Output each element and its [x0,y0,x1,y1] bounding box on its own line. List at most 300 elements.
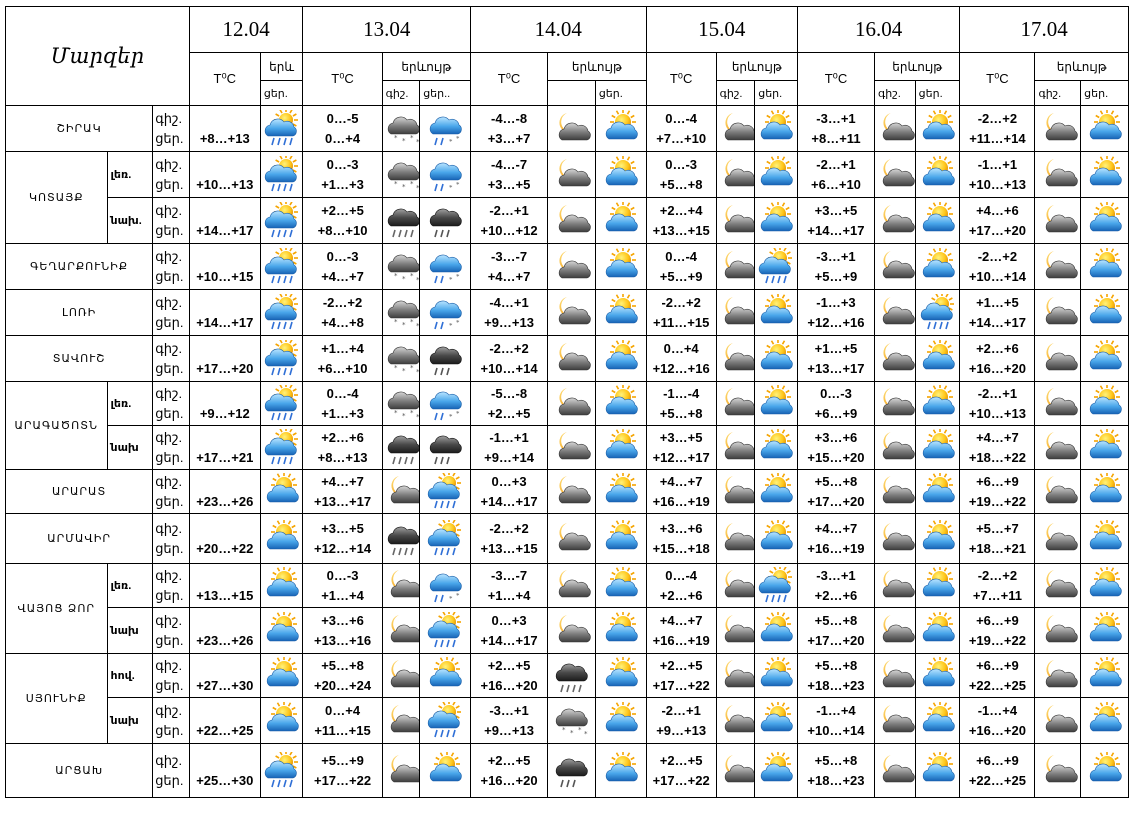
night-label: գիշ. [155,294,183,310]
temperature-cell [960,744,1035,798]
svg-text:*: * [409,179,414,188]
day-temp: +13…+17 [313,493,372,509]
day-temp: +4…+7 [321,268,364,284]
sun-cloud-icon [755,198,798,244]
subregion-label: նախ [107,698,153,744]
sun-cloud-icon [595,336,646,382]
period-labels [153,198,190,244]
moon-cloud-icon [1035,152,1081,198]
sun-cloud-icon [1081,470,1129,514]
night-temp: +2…+5 [487,752,531,768]
day-temp: +6…+10 [811,176,861,192]
region-row [6,336,1129,382]
temperature-cell [646,244,716,290]
night-temp: 0…+3 [491,473,527,489]
moon-cloud-icon [1035,336,1081,382]
night-temp: -3…-7 [490,248,528,264]
svg-text:*: * [449,594,453,603]
night-temp [190,109,260,129]
moon-cloud-icon [716,470,755,514]
day-subheader: ցեր. [595,81,646,106]
night-temp: +1…+5 [814,340,858,356]
night-temp: -4…+1 [489,294,529,310]
temperature-cell [189,152,260,198]
sun-cloud-icon [755,336,798,382]
thunder-cloud-icon [382,198,420,244]
sun-cloud-icon [915,198,960,244]
night-label: գիշ. [155,752,183,768]
date-header: 14.04 [470,7,646,53]
moon-cloud-icon [716,744,755,798]
day-temp: +10…+14 [807,722,865,738]
sun-cloud-icon [595,564,646,608]
period-labels [153,470,190,514]
day-temp: +14…+17 [480,632,538,648]
night-temp: -3…+1 [489,702,529,718]
day-temp: +16…+20 [968,722,1026,738]
night-temp: -2…+1 [977,385,1018,401]
moon-cloud-icon [875,470,916,514]
night-temp: -2…+2 [977,110,1018,126]
svg-text:*: * [456,134,460,143]
night-subheader: գիշ. [382,81,420,106]
night-subheader: գիշ. [1035,81,1081,106]
phenomenon-header: երևույթ [548,53,646,81]
moon-cloud-icon [1035,106,1081,152]
night-temp [190,751,260,771]
sun-cloud-icon [755,152,798,198]
temperature-cell [960,336,1035,382]
day-temp: +17…+22 [652,677,710,693]
date-header: 17.04 [960,7,1129,53]
day-temp: 0…+4 [325,130,361,146]
day-temp: +12…+16 [652,360,710,376]
region-name: ԱՐՑԱԽ [6,744,153,798]
day-subheader: ցեր. [1081,81,1129,106]
moon-cloud-icon [716,382,755,426]
svg-text:*: * [415,321,420,330]
night-temp: +2…+5 [321,202,364,218]
period-labels [153,608,190,654]
moon-cloud-icon [1035,426,1081,470]
svg-text:*: * [401,366,406,375]
day-temp: +18…+21 [968,540,1026,556]
temperature-cell [797,608,874,654]
temperature-cell [470,382,547,426]
temperature-cell [797,470,874,514]
moon-cloud-icon [716,514,755,564]
svg-text:*: * [393,133,398,142]
moon-cloud-icon [1035,514,1081,564]
temperature-cell [470,744,547,798]
night-temp: +4…+7 [659,473,703,489]
temperature-cell [303,698,382,744]
temperature-cell [646,470,716,514]
sun-cloud-icon [915,514,960,564]
region-name: ԼՈՌԻ [6,290,153,336]
temperature-cell [646,152,716,198]
day-temp: +13…+15 [652,222,710,238]
temperature-cell [470,698,547,744]
night-temp: -2…+2 [322,294,363,310]
region-row [6,564,1129,608]
day-temp: +12…+17 [652,449,710,465]
period-labels [153,382,190,426]
moon-cloud-icon [548,152,596,198]
day-temp: +12…+16 [807,314,865,330]
night-temp: -1…+4 [977,702,1018,718]
snow-cloud-icon [382,290,420,336]
night-subheader: գիշ. [716,81,755,106]
temperature-cell [960,654,1035,698]
svg-text:*: * [409,271,414,280]
rain-sun-icon [260,426,303,470]
sun-cloud-icon [1081,514,1129,564]
snow-cloud-icon [382,152,420,198]
svg-text:*: * [393,408,398,417]
temperature-cell [303,244,382,290]
date-header: 16.04 [797,7,959,53]
night-temp: -2…+2 [489,340,529,356]
sun-cloud-icon [595,290,646,336]
moon-cloud-icon [875,426,916,470]
night-temp: +2…+6 [321,429,364,445]
night-label: գիշ. [155,567,183,583]
day-temp: +12…+14 [313,540,372,556]
night-temp: -4…-7 [490,156,528,172]
night-temp [190,472,260,492]
night-temp: +5…+8 [814,657,858,673]
day-label: ցեր. [155,493,184,509]
svg-text:*: * [415,183,420,192]
svg-text:*: * [584,729,588,738]
night-temp: +6…+9 [976,473,1019,489]
sun-cloud-icon [260,514,303,564]
svg-text:*: * [456,409,460,418]
temperature-cell [189,698,260,744]
rain-sun-icon [915,290,960,336]
night-temp [190,656,260,676]
night-temp: -3…+1 [816,567,856,583]
sun-cloud-icon [260,654,303,698]
night-temp: +2…+5 [659,752,703,768]
moon-cloud-icon [548,106,596,152]
svg-text:*: * [415,275,420,284]
moon-cloud-icon [382,698,420,744]
sun-cloud-icon [1081,152,1129,198]
night-temp: 0…+4 [663,340,699,356]
subregion-label: լեռ. [107,564,153,608]
moon-cloud-icon [716,244,755,290]
temperature-cell [189,564,260,608]
sun-cloud-icon [915,470,960,514]
temperature-cell [797,426,874,470]
moon-cloud-icon [875,382,916,426]
temperature-cell [960,244,1035,290]
forecast-table [5,6,1129,798]
sun-cloud-icon [1081,654,1129,698]
temperature-header: T⁰C [189,53,260,106]
region-row [6,514,1129,564]
temperature-cell [303,336,382,382]
day-temp: +3…+5 [487,176,531,192]
temperature-cell [303,470,382,514]
day-temp: +19…+22 [968,632,1026,648]
moon-cloud-icon [548,608,596,654]
night-label: գիշ. [155,612,183,628]
svg-text:*: * [456,180,460,189]
day-temp: +27…+30 [196,677,254,693]
moon-cloud-icon [716,426,755,470]
day-temp: +16…+19 [807,540,865,556]
phenomenon-header: երևույթ [875,53,960,81]
subregion-label: նախ [107,608,153,654]
region-name: ԱՐԱԳԱԾՈՏՆ [6,382,108,470]
day-temp: +17…+20 [968,222,1026,238]
temperature-cell [797,290,874,336]
day-temp: +20…+24 [313,677,372,693]
day-temp: +23…+26 [196,493,254,509]
sun-cloud-icon [595,382,646,426]
night-temp: 0…+4 [325,702,361,718]
day-temp: +8…+13 [317,449,368,465]
moon-cloud-icon [875,744,916,798]
moon-cloud-icon [1035,290,1081,336]
night-temp: 0…-3 [665,156,698,172]
night-temp: +5…+8 [321,657,364,673]
temperature-cell [960,426,1035,470]
temperature-cell [960,698,1035,744]
svg-text:*: * [393,271,398,280]
day-temp: +8…+11 [811,130,861,146]
region-name: ՏԱՎՈՒՇ [6,336,153,382]
moon-cloud-icon [716,290,755,336]
sun-cloud-icon [915,336,960,382]
night-temp: +2…+6 [976,340,1019,356]
phenomenon-header: երևույթ [382,53,470,81]
rain-cloud-icon [548,744,596,798]
temperature-header: T⁰C [303,53,382,106]
temperature-cell [189,106,260,152]
night-temp: 0…-4 [665,110,698,126]
night-temp: 0…-3 [326,567,359,583]
sun-cloud-icon [420,654,471,698]
day-temp: +10…+13 [968,176,1026,192]
day-temp: +7…+11 [972,587,1022,603]
day-temp: +23…+26 [196,632,254,648]
temperature-cell [960,198,1035,244]
region-row [6,198,1129,244]
night-temp: +3…+5 [814,202,858,218]
night-temp: 0…-4 [665,248,698,264]
moon-cloud-icon [716,654,755,698]
day-temp: +9…+13 [656,722,707,738]
night-label: գիշ. [155,248,183,264]
svg-text:*: * [456,318,460,327]
temperature-cell [470,152,547,198]
temperature-cell [797,336,874,382]
sun-cloud-icon [1081,290,1129,336]
temperature-cell [646,336,716,382]
day-temp: +5…+9 [814,268,858,284]
rain-sun-icon [260,106,303,152]
day-temp: +10…+13 [196,176,254,192]
sun-cloud-icon [915,106,960,152]
day-temp: +13…+15 [196,587,254,603]
day-temp: +9…+14 [484,449,534,465]
moon-cloud-icon [1035,608,1081,654]
night-temp: -2…+1 [661,702,701,718]
rain-cloud-icon [420,198,471,244]
night-temp: +4…+7 [321,473,364,489]
night-temp: -2…+2 [661,294,701,310]
temperature-header: T⁰C [960,53,1035,106]
night-temp [190,293,260,313]
sun-cloud-icon [1081,106,1129,152]
night-temp: -5…-8 [490,385,528,401]
sun-cloud-icon [755,426,798,470]
night-temp: -1…+3 [816,294,856,310]
subregion-label: հով. [107,654,153,698]
temperature-cell [646,290,716,336]
period-labels [153,106,190,152]
sun-cloud-icon [1081,382,1129,426]
night-temp: +4…+7 [659,612,703,628]
day-temp: +22…+25 [196,722,254,738]
rain-sun-icon [260,244,303,290]
day-temp: +8…+13 [199,130,250,146]
region-row [6,382,1129,426]
moon-cloud-icon [548,382,596,426]
night-temp: -2…+1 [816,156,856,172]
night-temp: 0…-4 [326,385,359,401]
moon-cloud-icon [1035,564,1081,608]
temperature-header: T⁰C [470,53,547,106]
sun-cloud-icon [260,608,303,654]
rain-sun-icon [755,564,798,608]
sun-cloud-icon [755,290,798,336]
night-temp: -3…-7 [490,567,528,583]
svg-text:*: * [409,133,414,142]
night-temp: -4…-8 [490,110,528,126]
night-temp: -2…+2 [977,248,1018,264]
day-subheader: ցեր. [260,81,303,106]
svg-text:*: * [456,591,460,600]
snow-cloud-icon [382,336,420,382]
day-temp: +16…+19 [652,493,710,509]
night-temp: +6…+9 [976,752,1019,768]
day-label: ցեր. [155,587,184,603]
night-temp: -3…+1 [816,110,856,126]
rain-cloud-icon [420,426,471,470]
period-labels [153,564,190,608]
date-header: 12.04 [189,7,303,53]
night-temp: +6…+9 [976,657,1019,673]
rain-sun-icon [260,336,303,382]
rain-sun-icon [420,608,471,654]
sun-cloud-icon [755,744,798,798]
rain-sun-icon [420,470,471,514]
day-temp: +9…+13 [484,722,534,738]
night-temp: 0…-3 [326,248,359,264]
night-label: գիշ. [155,702,183,718]
night-temp: +5…+8 [814,473,858,489]
night-temp: 0…+3 [491,612,527,628]
svg-text:*: * [562,725,566,734]
night-label: գիշ. [155,657,183,673]
moon-cloud-icon [382,744,420,798]
period-labels [153,426,190,470]
moon-cloud-icon [716,608,755,654]
region-name: ՎԱՅՈՑ ՁՈՐ [6,564,108,654]
sun-cloud-icon [260,470,303,514]
svg-text:*: * [393,363,398,372]
sun-cloud-icon [1081,698,1129,744]
day-temp: +9…+12 [199,405,250,421]
day-temp: +15…+20 [807,449,865,465]
night-temp: +4…+7 [814,520,858,536]
period-labels [153,152,190,198]
svg-text:*: * [578,725,582,734]
svg-text:*: * [415,412,420,421]
temperature-cell [960,290,1035,336]
moon-cloud-icon [548,290,596,336]
day-temp: +4…+8 [321,314,364,330]
sun-cloud-icon [755,698,798,744]
temperature-cell [646,106,716,152]
sun-cloud-icon [1081,244,1129,290]
svg-text:*: * [409,408,414,417]
night-temp: 0…-3 [820,385,852,401]
day-temp: +14…+17 [968,314,1026,330]
sun-cloud-icon [915,654,960,698]
region-row [6,426,1129,470]
day-temp: +10…+13 [968,405,1026,421]
night-temp [190,339,260,359]
phenomenon-header: երևույթ [716,53,797,81]
night-temp [190,611,260,631]
day-temp: +17…+20 [807,493,865,509]
temperature-cell [797,698,874,744]
night-temp: +5…+8 [814,752,858,768]
temperature-cell [646,426,716,470]
day-temp: +16…+20 [968,360,1026,376]
temperature-cell [189,654,260,698]
temperature-cell [189,514,260,564]
moon-cloud-icon [716,198,755,244]
day-label: ցեր. [155,405,184,421]
rain-snow-cloud-icon [420,244,471,290]
day-label: ցեր. [155,360,184,376]
temperature-cell [303,382,382,426]
rain-snow-cloud-icon [420,106,471,152]
night-label: գիշ. [155,429,183,445]
night-temp: +3…+5 [659,429,703,445]
night-label: գիշ. [155,340,183,356]
day-temp: +16…+20 [480,677,538,693]
day-subheader: ցեր. [755,81,798,106]
snow-cloud-icon [548,698,596,744]
day-temp: +9…+13 [484,314,534,330]
night-temp [190,519,260,539]
temperature-cell [960,608,1035,654]
day-temp: +10…+15 [196,268,254,284]
day-temp: +22…+25 [968,772,1026,788]
day-temp: +18…+23 [807,677,865,693]
rain-sun-icon [755,244,798,290]
temperature-cell [470,654,547,698]
night-temp: 0…-5 [326,110,359,126]
